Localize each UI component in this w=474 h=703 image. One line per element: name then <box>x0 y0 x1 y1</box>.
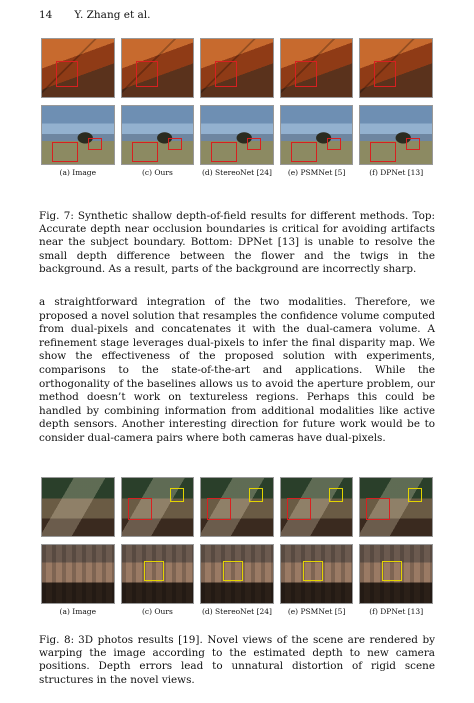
fig8-bottom-psmnet <box>280 544 354 604</box>
fig7-bottom-ours-box <box>168 138 182 150</box>
fig7-subcaption-c: (c) Ours <box>141 168 173 177</box>
figure-8-row-bottom <box>41 544 433 604</box>
fig7-top-ours-red-box <box>136 61 158 87</box>
fig7-bottom-stereonet-inset <box>211 142 237 162</box>
fig7-bottom-stereonet-box <box>247 138 261 150</box>
fig7-top-stereonet <box>200 38 274 98</box>
fig8-bottom-stereonet-yellow-box <box>223 561 243 581</box>
fig7-subcaption-e: (e) PSMNet [5] <box>287 168 346 177</box>
fig8-top-ours-red-box <box>128 498 152 520</box>
fig7-top-psmnet <box>280 38 354 98</box>
figure-7-caption-text: Synthetic shallow depth-of-field results for different methods. Top: Accurate depth near occlusion boundaries is critical for avoiding artifacts near the subject boundary. Bottom: DPNet [13] is unable to resolve the small depth difference between the flower and the twigs in the background. As a result, parts of the background are incorrectly sharp. <box>39 210 436 275</box>
fig7-subcaption-d: (d) StereoNet [24] <box>202 168 272 177</box>
fig7-top-ours <box>121 38 195 98</box>
figure-8-caption <box>39 634 435 687</box>
fig8-top-dpnet <box>359 477 433 537</box>
fig7-bottom-psmnet-box <box>327 138 341 150</box>
fig7-subcaption-f: (f) DPNet [13] <box>369 168 424 177</box>
running-head: Y. Zhang et al. <box>74 9 151 21</box>
fig8-top-image <box>41 477 115 537</box>
fig8-bottom-dpnet-yellow-box <box>382 561 402 581</box>
fig8-top-stereonet-yellow-box <box>249 488 263 502</box>
fig7-bottom-box-red <box>88 138 102 150</box>
fig8-subcaption-a: (a) Image <box>59 607 97 616</box>
fig8-top-stereonet <box>200 477 274 537</box>
fig7-bottom-dpnet-inset <box>370 142 396 162</box>
fig7-bottom-inset-red <box>52 142 78 162</box>
fig8-subcaption-d: (d) StereoNet [24] <box>202 607 272 616</box>
fig8-bottom-psmnet-yellow-box <box>303 561 323 581</box>
fig7-bottom-image <box>41 105 115 165</box>
fig7-bottom-stereonet <box>200 105 274 165</box>
fig7-top-dpnet-red-box <box>374 61 396 87</box>
fig7-top-stereonet-red-box <box>215 61 237 87</box>
figure-8-subcaptions <box>41 607 433 616</box>
fig7-top-inset-red <box>56 61 78 87</box>
fig7-bottom-psmnet-inset <box>291 142 317 162</box>
figure-7-row-top <box>41 38 433 98</box>
page-number: 14 <box>39 9 53 21</box>
fig7-bottom-ours-inset <box>132 142 158 162</box>
fig7-bottom-dpnet <box>359 105 433 165</box>
fig7-top-image <box>41 38 115 98</box>
figure-8-row-top <box>41 477 433 537</box>
page-header <box>39 9 435 21</box>
fig8-top-dpnet-red-box <box>366 498 390 520</box>
fig7-bottom-ours <box>121 105 195 165</box>
figure-7-subcaptions <box>41 168 433 177</box>
fig7-bottom-psmnet <box>280 105 354 165</box>
fig8-bottom-stereonet <box>200 544 274 604</box>
fig8-top-ours-yellow-box <box>170 488 184 502</box>
figure-7-label: Fig. 7: <box>39 210 74 222</box>
fig8-top-psmnet-yellow-box <box>329 488 343 502</box>
fig8-top-psmnet-red-box <box>287 498 311 520</box>
fig8-top-ours <box>121 477 195 537</box>
figure-7-row-bottom <box>41 105 433 165</box>
body-paragraph: a straightforward integration of the two modalities. Therefore, we proposed a novel solution that resamples the confidence volume computed from dual-pixels and concatenates it with the dual-camera volume. A refinement stage leverages dual-pixels to infer the final disparity map. We show the effectiveness of the proposed solution with experiments, comparisons to the state-of-the-art and applications. While the orthogonality of the baselines allows us to avoid the aperture problem, our method doesn’t work on textureless regions. Perhaps this could be handled by combining information from additional modalities like active depth sensors. Another interesting direction for future work would be to consider dual-camera pairs where both cameras have dual-pixels. <box>39 296 435 444</box>
fig8-subcaption-c: (c) Ours <box>141 607 173 616</box>
fig8-bottom-ours-yellow-box <box>144 561 164 581</box>
fig7-top-psmnet-red-box <box>295 61 317 87</box>
fig8-bottom-image <box>41 544 115 604</box>
figure-7-caption <box>39 210 435 276</box>
figure-8-caption-text: 3D photos results [19]. Novel views of the scene are rendered by warping the image according to the estimated depth to new camera positions. Depth errors lead to unnatural distortion of rigid scene structures in the novel views. <box>39 634 436 686</box>
fig8-bottom-dpnet <box>359 544 433 604</box>
figure-7 <box>41 38 433 177</box>
figure-8 <box>41 477 433 616</box>
fig8-top-dpnet-yellow-box <box>408 488 422 502</box>
fig7-bottom-dpnet-box <box>406 138 420 150</box>
figure-8-label: Fig. 8: <box>39 634 75 646</box>
fig8-subcaption-f: (f) DPNet [13] <box>369 607 424 616</box>
fig8-top-psmnet <box>280 477 354 537</box>
fig8-bottom-ours <box>121 544 195 604</box>
fig7-subcaption-a: (a) Image <box>59 168 97 177</box>
fig7-top-dpnet <box>359 38 433 98</box>
fig8-subcaption-e: (e) PSMNet [5] <box>287 607 346 616</box>
fig8-top-stereonet-red-box <box>207 498 231 520</box>
